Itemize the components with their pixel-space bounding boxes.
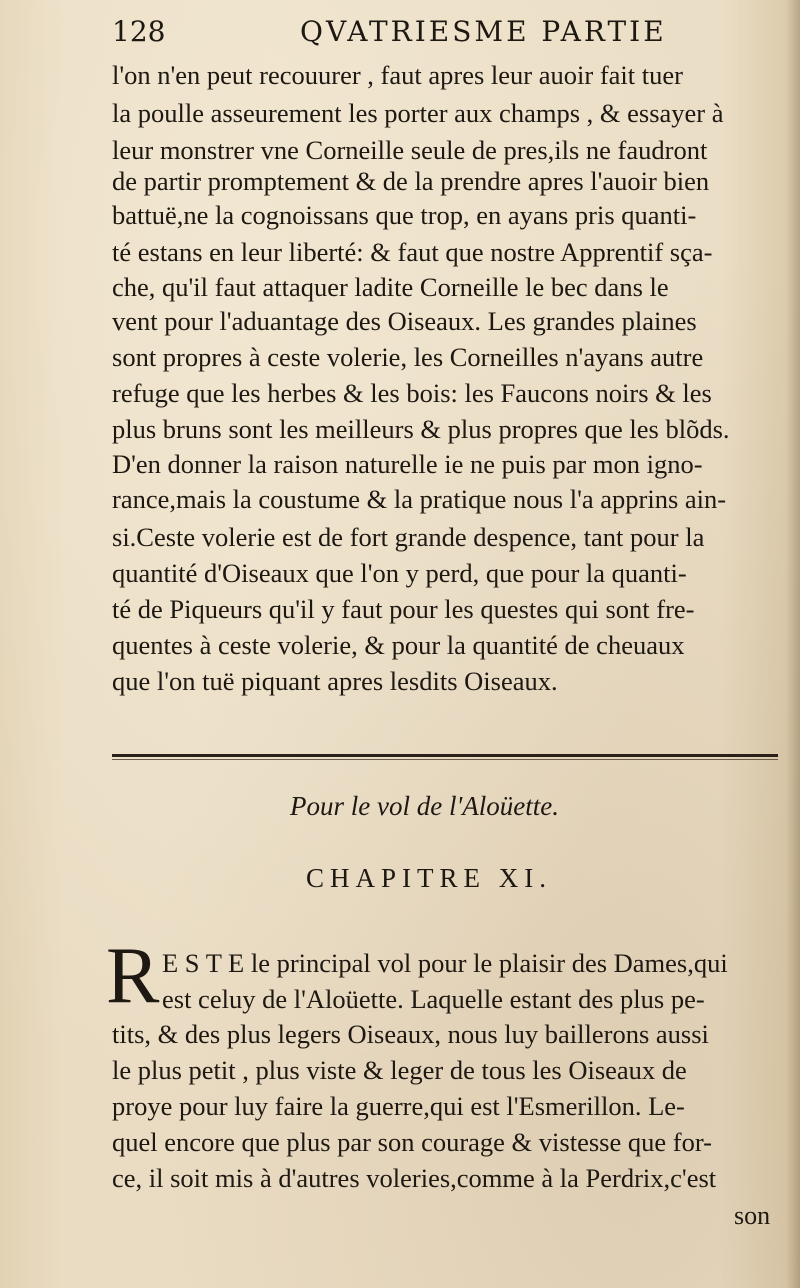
text-line: refuge que les herbes & les bois: les Faucons noirs & les (112, 378, 712, 408)
text-line: la poulle asseurement les porter aux champs , & essayer à (112, 98, 724, 128)
page-gutter-shadow (786, 0, 800, 1288)
text-line: battuë,ne la cognoissans que trop, en ayans pris quanti- (112, 200, 697, 230)
text-line: tits, & des plus legers Oiseaux, nous luy baillerons aussi (112, 1019, 709, 1049)
running-title: QVATRIESME PARTIE (300, 15, 667, 48)
text-line: l'on n'en peut recouurer , faut apres leur auoir fait tuer (112, 60, 683, 90)
text-line: plus bruns sont les meilleurs & plus propres que les blõds. (112, 414, 730, 444)
text-line: quantité d'Oiseaux que l'on y perd, que pour la quanti- (112, 558, 687, 588)
text-line: D'en donner la raison naturelle ie ne puis par mon igno- (112, 449, 703, 479)
drop-cap: R (106, 932, 160, 1020)
catchword: son (734, 1201, 771, 1230)
chapter-heading: CHAPITRE XI. (306, 863, 552, 893)
text-line: le plus petit , plus viste & leger de tous les Oiseaux de (112, 1055, 687, 1085)
text-line: de partir promptement & de la prendre apres l'auoir bien (112, 166, 710, 196)
text-line: che, qu'il faut attaquer ladite Corneille le bec dans le (112, 272, 669, 302)
text-line: proye pour luy faire la guerre,qui est l'Esmerillon. Le- (112, 1091, 685, 1121)
text-line: ce, il soit mis à d'autres voleries,comme à la Perdrix,c'est (112, 1163, 717, 1193)
section-subtitle: Pour le vol de l'Aloüette. (290, 791, 559, 821)
text-line: quentes à ceste volerie, & pour la quantité de cheuaux (112, 630, 685, 660)
text-line: si.Ceste volerie est de fort grande despence, tant pour la (112, 522, 705, 552)
text-line: té estans en leur liberté: & faut que nostre Apprentif sça- (112, 237, 713, 267)
running-header (112, 14, 772, 50)
text-line: quel encore que plus par son courage & vistesse que for- (112, 1127, 712, 1157)
text-line: té de Piqueurs qu'il y faut pour les questes qui sont fre- (112, 594, 695, 624)
text-line: rance,mais la coustume & la pratique nous l'a apprins ain- (112, 484, 727, 514)
text-line: sont propres à ceste volerie, les Corneilles n'ayans autre (112, 342, 704, 372)
section-divider-thin (112, 759, 778, 760)
text-line: leur monstrer vne Corneille seule de pres,ils ne faudront (112, 135, 708, 165)
section-divider (112, 754, 778, 757)
text-line: que l'on tuë piquant apres lesdits Oiseaux. (112, 666, 558, 696)
page-number: 128 (112, 15, 166, 48)
text-line: vent pour l'aduantage des Oiseaux. Les grandes plaines (112, 306, 697, 336)
text-line: est celuy de l'Aloüette. Laquelle estant des plus pe- (162, 984, 705, 1014)
text-line: E S T E le principal vol pour le plaisir des Dames,qui (162, 948, 728, 978)
